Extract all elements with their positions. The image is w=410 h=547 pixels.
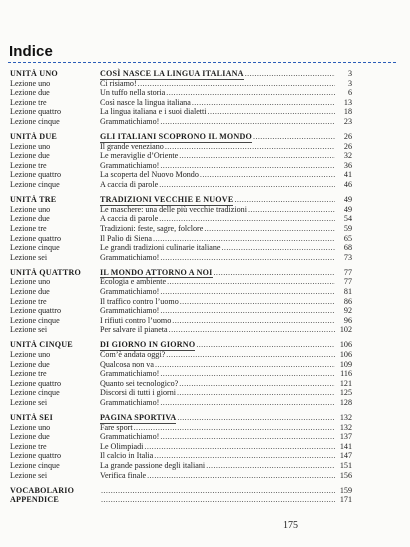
lesson-page: 156 — [339, 470, 352, 480]
lesson-label: Lezione tre — [10, 296, 47, 306]
leader-dots — [154, 451, 335, 461]
lesson-label: Lezione quattro — [10, 233, 62, 243]
toc-lesson-row[interactable] — [10, 360, 352, 370]
lesson-title: Tradizioni: feste, sagre, folclore — [100, 223, 204, 233]
lesson-page: 116 — [340, 369, 352, 379]
leader-dots — [159, 180, 335, 190]
leader-dots — [172, 316, 335, 326]
toc-lesson-row[interactable] — [10, 379, 352, 389]
lesson-title: Il grande veneziano — [100, 141, 164, 151]
lesson-label: Lezione quattro — [10, 451, 62, 461]
leader-dots — [138, 79, 335, 89]
toc-unit-section — [10, 132, 352, 190]
lesson-page: 6 — [347, 88, 352, 98]
lesson-page: 102 — [339, 325, 352, 335]
lesson-label: Lezione uno — [10, 350, 51, 360]
lesson-title: Discorsi di tutti i giorni — [100, 388, 176, 398]
lesson-title: Così nasce la lingua italiana — [100, 97, 191, 107]
toc-lesson-row[interactable] — [10, 495, 352, 505]
leader-dots — [165, 142, 335, 152]
toc-lesson-row[interactable] — [10, 297, 352, 307]
lesson-title: Il traffico contro l’uomo — [100, 296, 179, 306]
unit-page: 159 — [339, 485, 352, 495]
toc-lesson-row[interactable] — [10, 180, 352, 190]
leader-dots — [177, 413, 335, 423]
lesson-label: Lezione quattro — [10, 170, 62, 180]
leader-dots — [166, 350, 335, 360]
unit-title: GLI ITALIANI SCOPRONO IL MONDO — [100, 132, 253, 142]
leader-dots — [204, 224, 335, 234]
page-title: Indice — [9, 43, 53, 60]
leader-dots — [245, 69, 335, 79]
lesson-title: Grammatichiamo! — [100, 398, 160, 407]
toc-lesson-row[interactable] — [10, 107, 352, 117]
leader-dots — [144, 442, 335, 452]
lesson-title: La grande passione degli italiani — [100, 461, 206, 471]
toc-unit-row[interactable] — [10, 132, 352, 142]
leader-dots — [234, 195, 335, 205]
lesson-title: Grammatichiamo! — [100, 116, 160, 126]
leader-dots — [180, 297, 335, 307]
leader-dots — [179, 379, 335, 389]
toc-unit-row[interactable] — [10, 69, 352, 79]
lesson-title: La scoperta del Nuovo Mondo — [100, 170, 199, 180]
lesson-label: Lezione tre — [10, 160, 47, 170]
lesson-title: Le Olimpiadi — [100, 441, 144, 451]
toc-unit-section — [10, 69, 352, 127]
toc-lesson-row[interactable] — [10, 117, 352, 127]
toc-lesson-row[interactable] — [10, 350, 352, 360]
lesson-label: Lezione tre — [10, 97, 47, 107]
lesson-label: Lezione tre — [10, 369, 47, 379]
lesson-page: 92 — [343, 306, 352, 316]
lesson-label: Lezione tre — [10, 223, 47, 233]
lesson-page: 59 — [343, 223, 352, 233]
lesson-page: 65 — [343, 233, 352, 243]
lesson-label: Lezione due — [10, 359, 50, 369]
toc-unit-row[interactable] — [10, 486, 352, 496]
unit-page: 49 — [343, 195, 352, 205]
toc-lesson-row[interactable] — [10, 243, 352, 253]
lesson-label: Lezione quattro — [10, 306, 62, 316]
leader-dots — [177, 388, 335, 398]
lesson-label: Lezione cinque — [10, 461, 60, 471]
lesson-title: Ci risiamo! — [100, 78, 137, 88]
leader-dots — [155, 360, 335, 370]
lesson-label: Lezione cinque — [10, 315, 60, 325]
toc-lesson-row[interactable] — [10, 205, 352, 215]
leader-dots — [160, 306, 335, 316]
lesson-title: Un tuffo nella storia — [100, 88, 166, 98]
lesson-title: Il Palio di Siena — [100, 233, 152, 243]
leader-dots — [200, 170, 335, 180]
lesson-page: 121 — [339, 378, 352, 388]
lesson-page: 86 — [343, 296, 352, 306]
leader-dots — [179, 151, 335, 161]
lesson-label: Lezione due — [10, 151, 50, 161]
toc-lesson-row[interactable] — [10, 388, 352, 398]
lesson-page: 128 — [339, 398, 352, 407]
lesson-page: 77 — [343, 277, 352, 287]
lesson-label: Lezione sei — [10, 470, 48, 480]
lesson-label: Lezione due — [10, 214, 50, 224]
unit-page: 26 — [343, 132, 352, 142]
toc-lesson-row[interactable] — [10, 214, 352, 224]
toc-unit-section — [10, 195, 352, 262]
lesson-label: Lezione due — [10, 88, 50, 98]
lesson-title: Com’è andata oggi? — [100, 350, 166, 360]
page-number: 175 — [283, 520, 298, 531]
lesson-label: Lezione sei — [10, 325, 48, 335]
lesson-page: 13 — [343, 97, 352, 107]
leader-dots — [134, 423, 335, 433]
toc-lesson-row[interactable] — [10, 151, 352, 161]
lesson-title: Verifica finale — [100, 470, 147, 480]
lesson-label: Lezione quattro — [10, 378, 62, 388]
lesson-label: Lezione cinque — [10, 243, 60, 253]
lesson-page: 46 — [343, 180, 352, 190]
lesson-title: Qualcosa non va — [100, 359, 154, 369]
lesson-title: Le meraviglie d’Oriente — [100, 151, 179, 161]
leader-dots — [160, 253, 335, 263]
lesson-page: 68 — [343, 243, 352, 253]
toc-lesson-row[interactable] — [10, 224, 352, 234]
lesson-label: Lezione due — [10, 286, 50, 296]
lesson-title: I rifiuti contro l’uomo — [100, 315, 172, 325]
leader-dots — [153, 234, 335, 244]
lesson-label: Lezione quattro — [10, 107, 62, 117]
lesson-title: Le grandi tradizioni culinarie italiane — [100, 243, 221, 253]
lesson-page: 36 — [343, 160, 352, 170]
toc-unit-row[interactable] — [10, 268, 352, 278]
toc-lesson-row[interactable] — [10, 432, 352, 442]
toc-unit-row[interactable] — [10, 340, 352, 350]
leader-dots — [169, 325, 335, 335]
unit-label: UNITÀ QUATTRO — [10, 267, 82, 277]
title-divider — [8, 62, 396, 63]
toc-lesson-row[interactable] — [10, 461, 352, 471]
lesson-label: Lezione cinque — [10, 388, 60, 398]
leader-dots — [101, 486, 335, 496]
lesson-title: Grammatichiamo! — [100, 286, 160, 296]
lesson-label: Lezione uno — [10, 277, 51, 287]
lesson-title: La lingua italiana e i suoi dialetti — [100, 107, 207, 117]
lesson-title: Per salvare il pianeta — [100, 325, 168, 335]
lesson-page: 147 — [339, 451, 352, 461]
leader-dots — [196, 340, 335, 350]
toc-lesson-row[interactable] — [10, 142, 352, 152]
toc-lesson-row[interactable] — [10, 316, 352, 326]
table-of-contents — [10, 69, 352, 510]
lesson-title: Grammatichiamo! — [100, 306, 160, 316]
unit-label: UNITÀ DUE — [10, 132, 57, 142]
unit-page: 132 — [339, 413, 352, 423]
lesson-page: 132 — [339, 422, 352, 432]
lesson-title: Grammatichiamo! — [100, 160, 160, 170]
lesson-title: Grammatichiamo! — [100, 252, 160, 262]
unit-page: 3 — [347, 69, 352, 78]
lesson-title: A caccia di parole — [100, 180, 159, 190]
lesson-page: 125 — [339, 388, 352, 398]
unit-label: UNITÀ CINQUE — [10, 340, 73, 350]
leader-dots — [101, 495, 335, 505]
unit-page: 77 — [343, 267, 352, 277]
lesson-title: Quanto sei tecnologico? — [100, 378, 179, 388]
lesson-title: Fare sport — [100, 422, 133, 432]
toc-unit-row[interactable] — [10, 413, 352, 423]
toc-unit-row[interactable] — [10, 195, 352, 205]
lesson-title: Grammatichiamo! — [100, 432, 160, 442]
lesson-title: Il calcio in Italia — [100, 451, 154, 461]
unit-title: DI GIORNO IN GIORNO — [100, 340, 196, 350]
lesson-title: Grammatichiamo! — [100, 369, 160, 379]
lesson-page: 54 — [343, 214, 352, 224]
leader-dots — [214, 268, 336, 278]
leader-dots — [159, 214, 335, 224]
lesson-page: 32 — [343, 151, 352, 161]
unit-title: COSÌ NASCE LA LINGUA ITALIANA — [100, 69, 244, 78]
lesson-label: Lezione cinque — [10, 180, 60, 190]
lesson-page: 26 — [343, 141, 352, 151]
toc-lesson-row[interactable] — [10, 398, 352, 408]
toc-lesson-row[interactable] — [10, 442, 352, 452]
leader-dots — [160, 369, 335, 379]
toc-lesson-row[interactable] — [10, 306, 352, 316]
lesson-label: Lezione uno — [10, 78, 51, 88]
unit-title: IL MONDO ATTORNO A NOI — [100, 267, 213, 277]
lesson-page: 151 — [339, 461, 352, 471]
lesson-label: APPENDICE — [10, 495, 60, 505]
lesson-page: 109 — [339, 359, 352, 369]
leader-dots — [160, 117, 335, 127]
unit-label: UNITÀ UNO — [10, 69, 58, 78]
lesson-page: 18 — [343, 107, 352, 117]
lesson-page: 106 — [339, 350, 352, 360]
leader-dots — [147, 471, 335, 481]
toc-unit-section — [10, 268, 352, 335]
leader-dots — [160, 287, 335, 297]
leader-dots — [160, 161, 335, 171]
unit-label: UNITÀ SEI — [10, 413, 53, 423]
lesson-label: Lezione uno — [10, 141, 51, 151]
lesson-title: Le maschere: una delle più vecchie tradizioni — [100, 204, 247, 214]
lesson-label: Lezione cinque — [10, 116, 60, 126]
unit-title: TRADIZIONI VECCHIE E NUOVE — [100, 195, 234, 205]
leader-dots — [248, 205, 335, 215]
lesson-title: Ecologia e ambiente — [100, 277, 167, 287]
unit-label: VOCABOLARIO — [10, 485, 75, 495]
lesson-label: Lezione due — [10, 432, 50, 442]
toc-lesson-row[interactable] — [10, 88, 352, 98]
leader-dots — [206, 461, 335, 471]
lesson-page: 137 — [339, 432, 352, 442]
lesson-label: Lezione tre — [10, 441, 47, 451]
toc-lesson-row[interactable] — [10, 253, 352, 263]
toc-lesson-row[interactable] — [10, 161, 352, 171]
unit-label: UNITÀ TRE — [10, 195, 57, 205]
toc-lesson-row[interactable] — [10, 369, 352, 379]
leader-dots — [160, 398, 335, 408]
toc-lesson-row[interactable] — [10, 423, 352, 433]
lesson-page: 81 — [343, 286, 352, 296]
lesson-label: Lezione sei — [10, 252, 48, 262]
lesson-page: 23 — [343, 116, 352, 126]
leader-dots — [221, 243, 335, 253]
toc-lesson-row[interactable] — [10, 451, 352, 461]
toc-lesson-row[interactable] — [10, 325, 352, 335]
lesson-label: Lezione uno — [10, 204, 51, 214]
lesson-page: 171 — [339, 495, 352, 505]
leader-dots — [192, 98, 335, 108]
leader-dots — [166, 88, 335, 98]
unit-title: PAGINA SPORTIVA — [100, 413, 177, 423]
lesson-label: Lezione uno — [10, 422, 51, 432]
leader-dots — [253, 132, 335, 142]
toc-lesson-row[interactable] — [10, 98, 352, 108]
lesson-page: 49 — [343, 204, 352, 214]
toc-unit-section — [10, 340, 352, 407]
toc-lesson-row[interactable] — [10, 170, 352, 180]
toc-unit-section — [10, 486, 352, 505]
toc-lesson-row[interactable] — [10, 234, 352, 244]
lesson-page: 3 — [347, 78, 352, 88]
toc-unit-section — [10, 413, 352, 480]
toc-lesson-row[interactable] — [10, 471, 352, 481]
leader-dots — [160, 432, 335, 442]
leader-dots — [208, 107, 335, 117]
lesson-page: 41 — [343, 170, 352, 180]
toc-lesson-row[interactable] — [10, 79, 352, 89]
toc-lesson-row[interactable] — [10, 287, 352, 297]
lesson-page: 73 — [343, 252, 352, 262]
toc-lesson-row[interactable] — [10, 277, 352, 287]
lesson-label: Lezione sei — [10, 398, 48, 407]
unit-page: 106 — [339, 340, 352, 350]
lesson-title: A caccia di parole — [100, 214, 159, 224]
leader-dots — [167, 277, 335, 287]
lesson-page: 96 — [343, 315, 352, 325]
lesson-page: 141 — [339, 441, 352, 451]
